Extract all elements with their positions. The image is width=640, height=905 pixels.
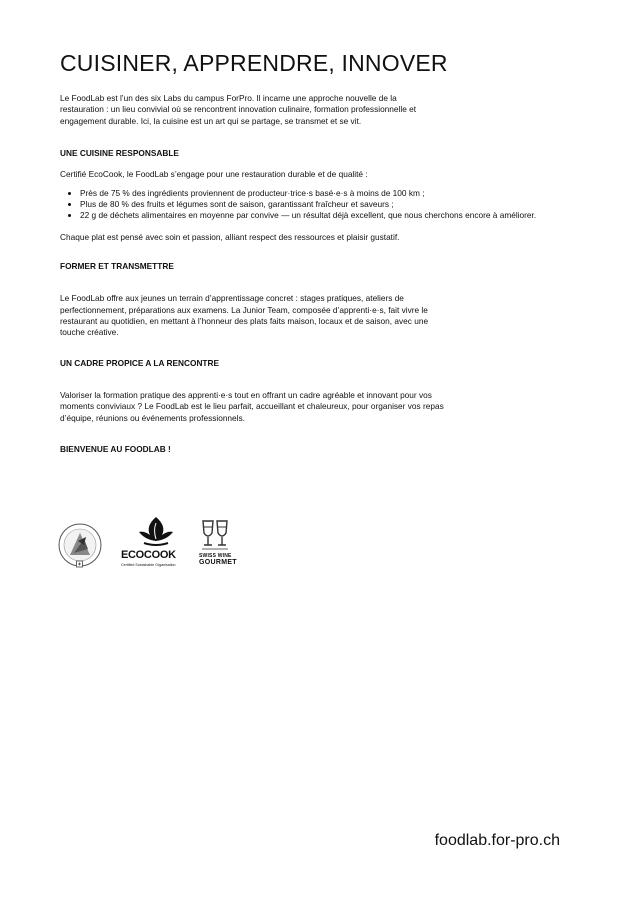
list-item: • Plus de 80 % des fruits et légumes sont de saison, garantissant fraîcheur et saveurs ; [80, 199, 545, 210]
list-item: • 22 g de déchets alimentaires en moyenne par convive — un résultat déjà excellent, que nous cherchons encore à améliorer. [80, 210, 545, 221]
ecocook-subtitle: Certified Sustainable Organisation [121, 563, 176, 567]
ecocook-logo-mark [136, 515, 176, 547]
page-title: CUISINER, APPRENDRE, INNOVER [60, 50, 448, 76]
swiss-wine-gourmet-logo-mark [198, 519, 232, 553]
section1-bullet-list [60, 188, 545, 222]
ecocook-wordmark: ECOCOOK [121, 549, 176, 561]
section-heading-responsable: UNE CUISINE RESPONSABLE [60, 148, 179, 159]
main-content [60, 93, 545, 455]
intro-paragraph: Le FoodLab est l’un des six Labs du campus ForPro. Il incarne une approche nouvelle de la restauration : un lieu convivial où se rencontrent innovation culinaire, formation professionnelle et engagement durable. Ici, la cuisine est un art qui se partage, se transmet et se vit. [60, 93, 417, 126]
list-item: • Près de 75 % des ingrédients proviennent de producteur·trice·s basé·e·s à moins de 100 km ; [80, 188, 545, 199]
certification-logos [58, 515, 258, 575]
section-heading-cadre: UN CADRE PROPICE A LA RENCONTRE [60, 357, 220, 368]
section1-closing: Chaque plat est pensé avec soin et passion, alliant respect des ressources et plaisir gustatif. [60, 231, 400, 242]
footer-website: foodlab.for-pro.ch [434, 832, 560, 849]
section2-body: Le FoodLab offre aux jeunes un terrain d’apprentissage concret : stages pratiques, ateliers de perfectionnement, préparations aux examens. La Junior Team, composée d’apprenti·e·s, fait vivre le restaurant au quotidien, en mettant à l’honneur des plats faits maison, locaux et de saison, avec une touche créative. [60, 293, 429, 338]
section-heading-former: FORMER ET TRANSMETTRE [60, 261, 174, 272]
welcome-heading: BIENVENUE AU FOODLAB ! [60, 444, 171, 455]
swiss-wine-label: SWISS WINE [199, 553, 232, 559]
quality-badge-logo [58, 519, 103, 575]
section1-lead: Certifié EcoCook, le FoodLab s’engage pour une restauration durable et de qualité : [60, 169, 368, 180]
section3-body: Valoriser la formation pratique des apprenti·e·s tout en offrant un cadre agréable et innovant pour vos moments conviviaux ? Le FoodLab est le lieu parfait, accueillant et chaleureux, pour organiser vos repas d’équipe, réunions ou événements professionnels. [60, 389, 444, 423]
gourmet-label: GOURMET [199, 559, 237, 566]
